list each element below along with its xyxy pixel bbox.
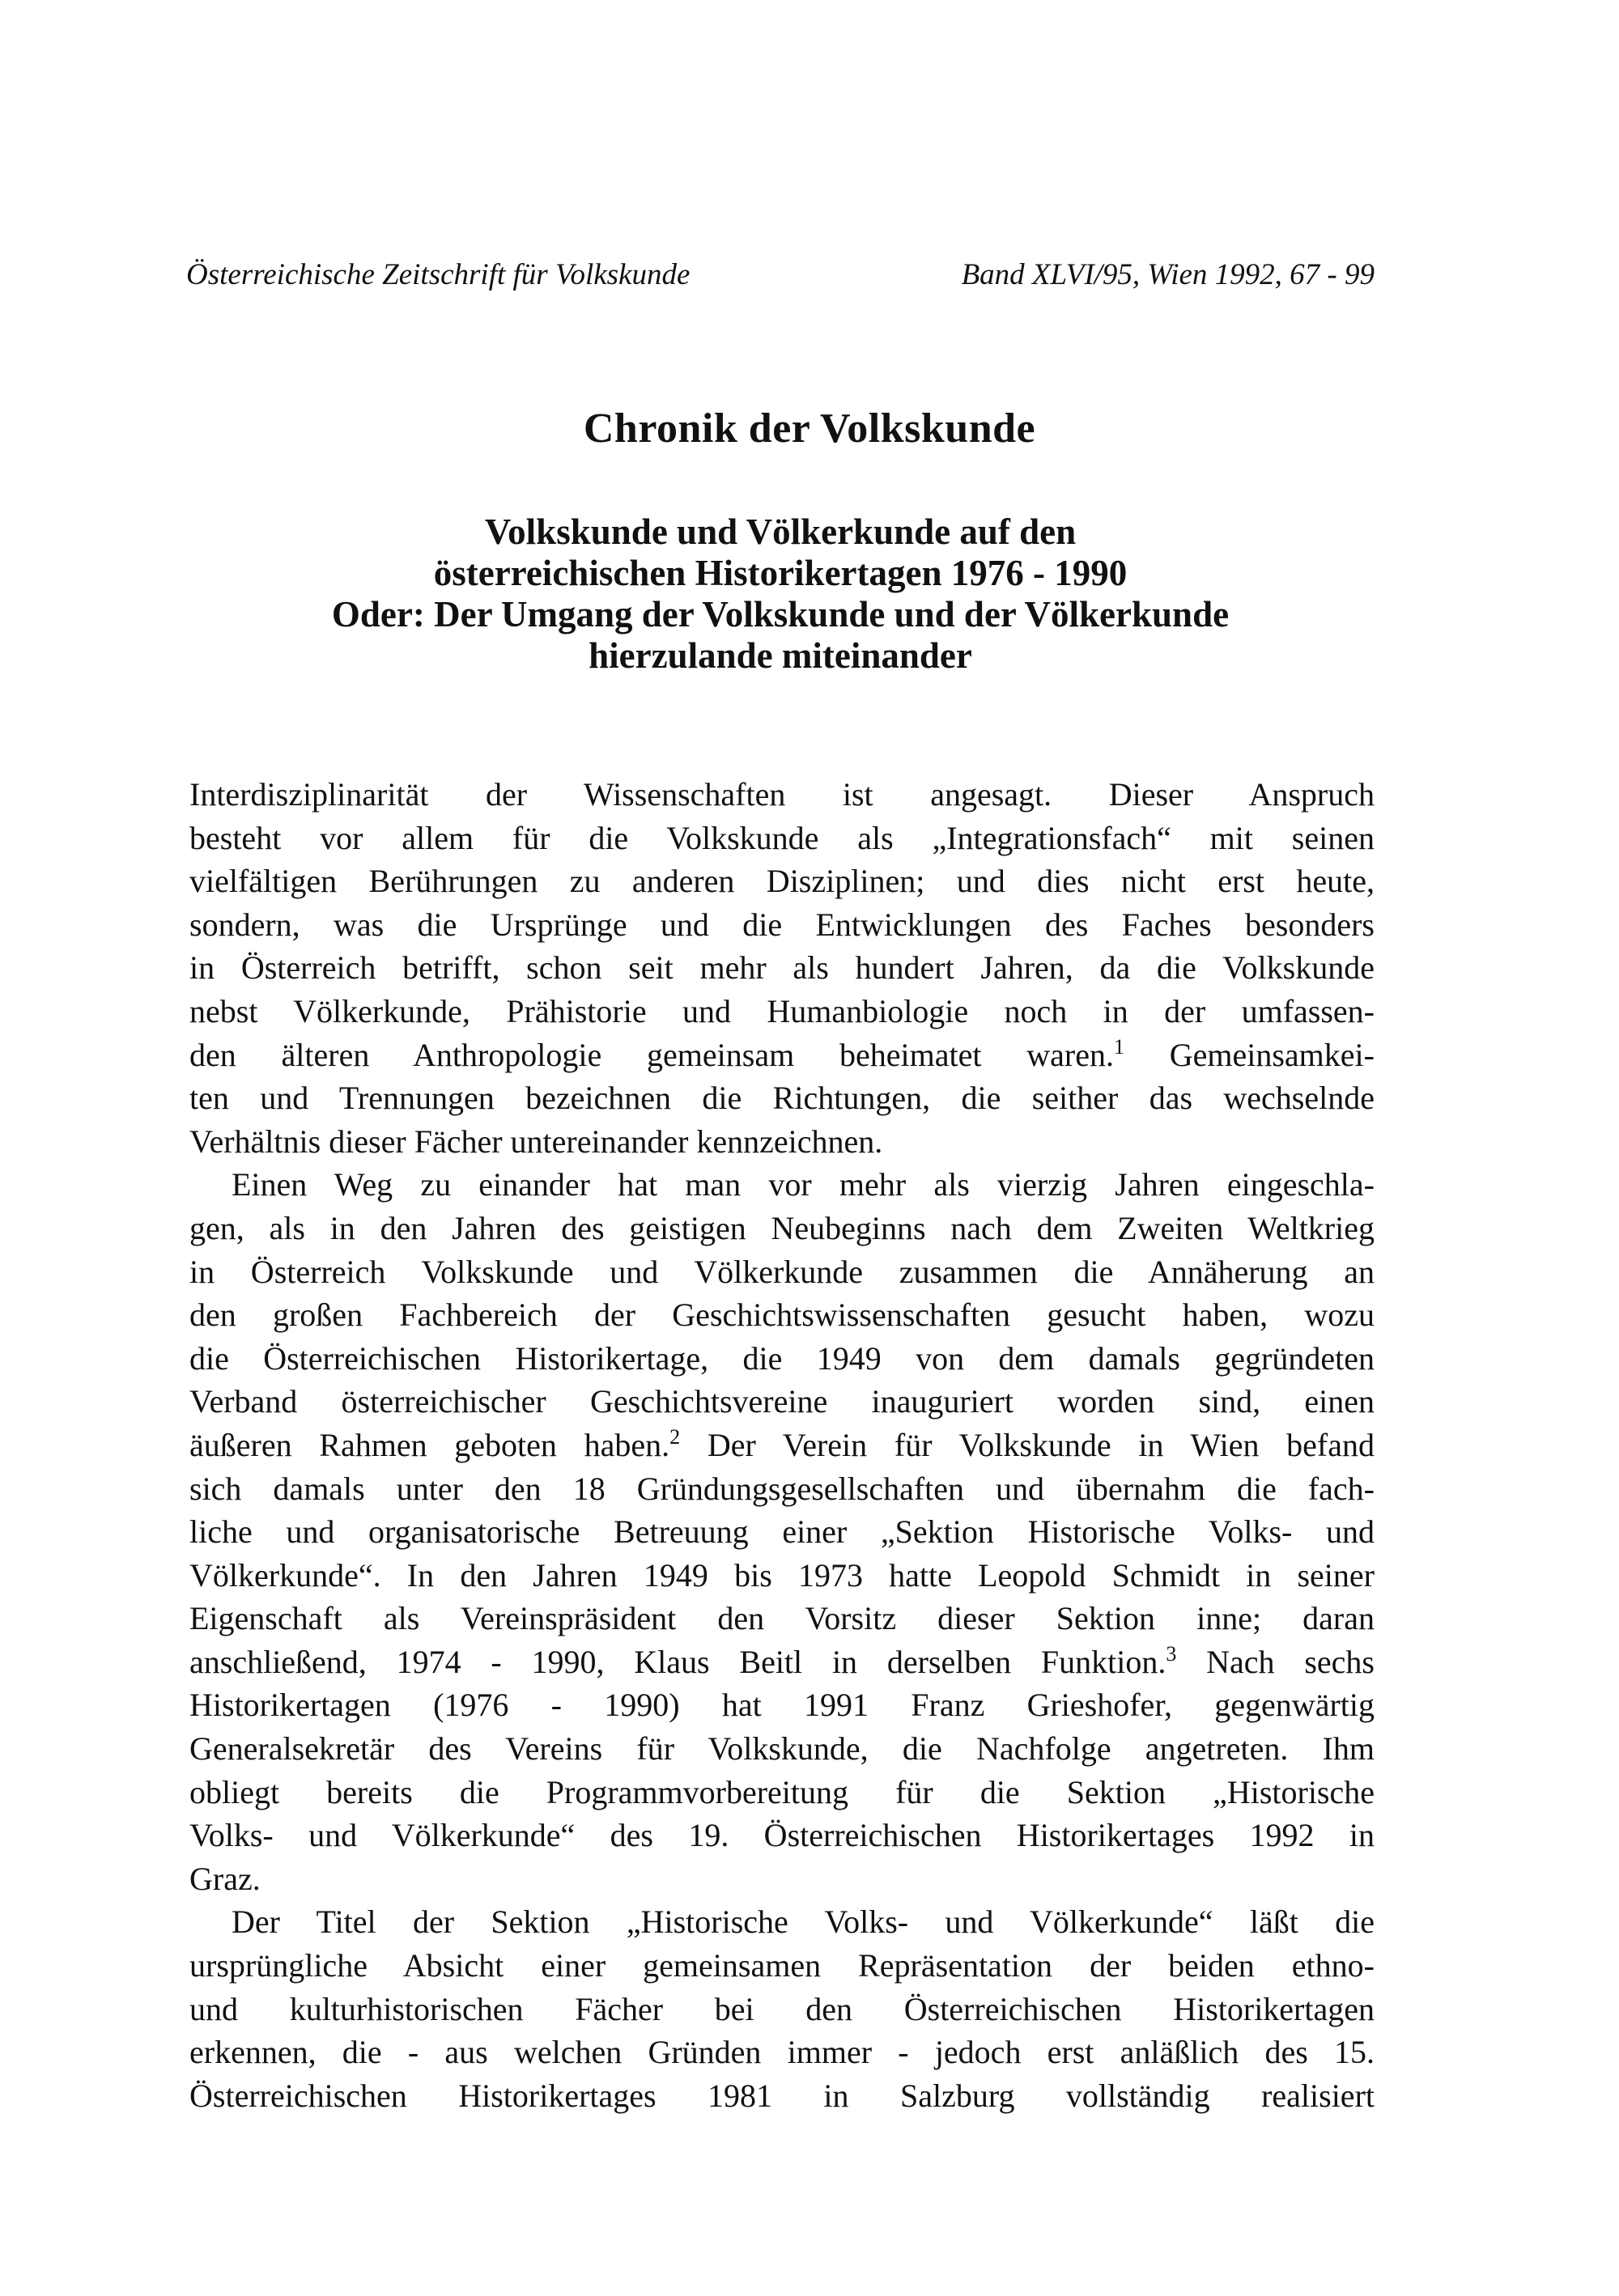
section-title: Chronik der Volkskunde <box>583 405 1036 452</box>
body-text-fragment: äußeren Rahmen geboten haben. <box>189 1426 670 1463</box>
body-line: nebst Völkerkunde, Prähistorie und Humanbiologie noch in der umfassen- <box>189 992 1375 1029</box>
body-text-fragment: Gemeinsamkei- <box>1124 1036 1375 1073</box>
journal-name: Österreichische Zeitschrift für Volkskunde <box>186 258 691 291</box>
footnote-marker: 1 <box>1113 1034 1124 1059</box>
body-line: ten und Trennungen bezeichnen die Richtungen, die seither das wechselnde <box>189 1080 1375 1117</box>
body-line: erkennen, die - aus welchen Gründen immer - jedoch erst anläßlich des 15. <box>189 2034 1375 2071</box>
body-line: Völkerkunde“. In den Jahren 1949 bis 1973 hatte Leopold Schmidt in seiner <box>189 1556 1375 1594</box>
article-body <box>189 773 1375 2117</box>
body-line: Verhältnis dieser Fächer untereinander kennzeichnen. <box>189 1123 883 1160</box>
body-line: sich damals unter den 18 Gründungsgesellschaften und übernahm die fach- <box>189 1470 1375 1507</box>
body-line <box>189 1640 1375 1684</box>
body-line: Volks- und Völkerkunde“ des 19. Österreichischen Historikertages 1992 in <box>189 1817 1375 1854</box>
body-line: in Österreich betrifft, schon seit mehr als hundert Jahren, da die Volkskunde <box>189 949 1375 987</box>
body-line: in Österreich Volkskunde und Völkerkunde zusammen die Annäherung an <box>189 1253 1375 1290</box>
body-line: Verband österreichischer Geschichtsvereine inauguriert worden sind, einen <box>189 1383 1375 1420</box>
body-line <box>189 1033 1375 1077</box>
body-text-fragment: den älteren Anthropologie gemeinsam beheimatet waren. <box>189 1036 1114 1073</box>
body-line: obliegt bereits die Programmvorbereitung für die Sektion „Historische <box>189 1773 1375 1810</box>
volume-info: Band XLVI/95, Wien 1992, 67 - 99 <box>961 258 1375 291</box>
body-line <box>189 1424 1375 1467</box>
footnote-marker: 2 <box>669 1424 681 1449</box>
article-title-line: österreichischen Historikertagen 1976 - 1990 <box>433 553 1128 593</box>
body-line: und kulturhistorischen Fächer bei den Österreichischen Historikertagen <box>189 1990 1375 2027</box>
body-line: Österreichischen Historikertages 1981 in Salzburg vollständig realisiert <box>189 2077 1375 2114</box>
article-title-line: hierzulande miteinander <box>589 635 972 676</box>
body-line: den großen Fachbereich der Geschichtswissenschaften gesucht haben, wozu <box>189 1297 1375 1334</box>
body-line: gen, als in den Jahren des geistigen Neubeginns nach dem Zweiten Weltkrieg <box>189 1209 1375 1246</box>
article-title-line: Volkskunde und Völkerkunde auf den <box>484 511 1077 552</box>
body-line: die Österreichischen Historikertage, die 1949 von dem damals gegründeten <box>189 1339 1375 1377</box>
body-line: ursprüngliche Absicht einer gemeinsamen Repräsentation der beiden ethno- <box>189 1947 1375 1984</box>
body-line: sondern, was die Ursprünge und die Entwicklungen des Faches besonders <box>189 906 1375 943</box>
body-line: Der Titel der Sektion „Historische Volks- und Völkerkunde“ läßt die <box>232 1903 1375 1941</box>
body-line: Interdisziplinarität der Wissenschaften ist angesagt. Dieser Anspruch <box>189 776 1375 813</box>
footnote-marker: 3 <box>1166 1641 1177 1666</box>
article-title <box>186 511 1375 677</box>
body-text-fragment: Nach sechs <box>1176 1643 1375 1680</box>
body-text-fragment: anschließend, 1974 - 1990, Klaus Beitl in derselben Funktion. <box>189 1643 1166 1680</box>
body-line: vielfältigen Berührungen zu anderen Disziplinen; und dies nicht erst heute, <box>189 863 1375 900</box>
body-line: Eigenschaft als Vereinspräsident den Vorsitz dieser Sektion inne; daran <box>189 1600 1375 1637</box>
body-text-fragment: Der Verein für Volkskunde in Wien befand <box>680 1426 1375 1463</box>
body-line: Historikertagen (1976 - 1990) hat 1991 Franz Grieshofer, gegenwärtig <box>189 1687 1375 1724</box>
body-line: besteht vor allem für die Volkskunde als „Integrationsfach“ mit seinen <box>189 819 1375 856</box>
body-line: liche und organisatorische Betreuung einer „Sektion Historische Volks- und <box>189 1513 1375 1551</box>
body-line: Generalsekretär des Vereins für Volkskunde, die Nachfolge angetreten. Ihm <box>189 1730 1375 1768</box>
body-line: Einen Weg zu einander hat man vor mehr als vierzig Jahren eingeschla- <box>232 1166 1375 1203</box>
body-line: Graz. <box>189 1860 261 1897</box>
article-title-line: Oder: Der Umgang der Volkskunde und der Völkerkunde <box>331 594 1230 634</box>
running-head <box>186 257 1375 293</box>
